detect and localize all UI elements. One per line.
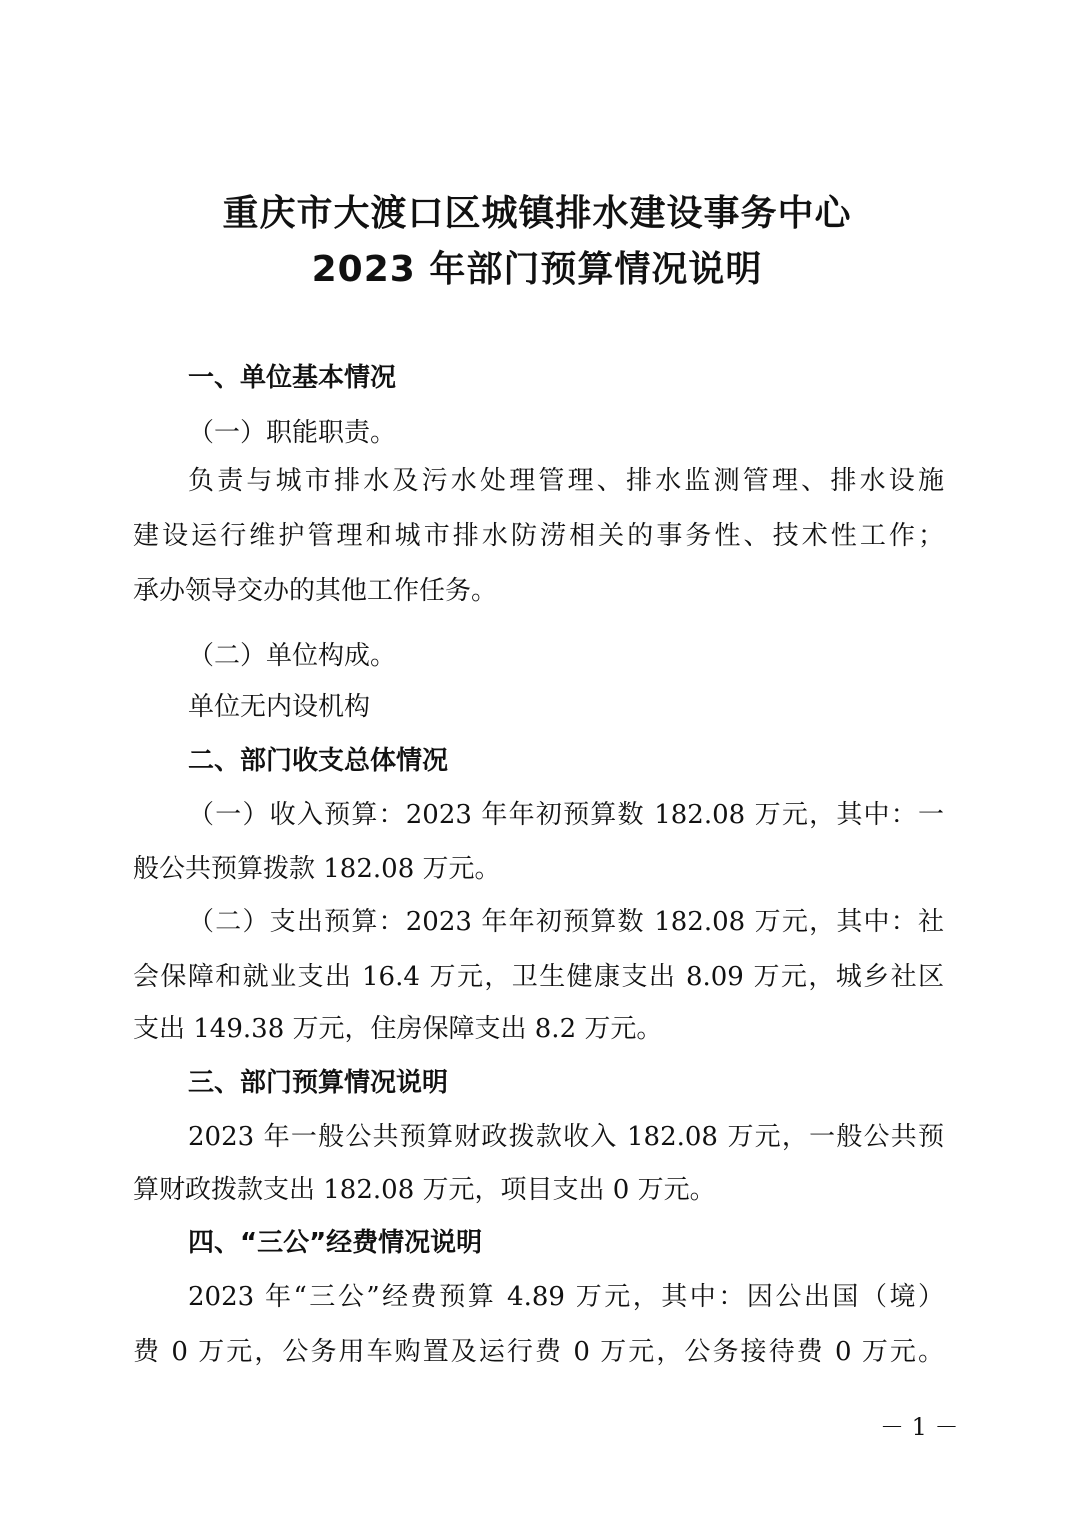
paragraph-line: 负责与城市排水及污水处理管理、排水监测管理、排水设施 (188, 466, 944, 496)
paragraph-line: 算财政拨款支出 182.08 万元，项目支出 0 万元。 (133, 1175, 716, 1205)
page-number: － 1 － (880, 1413, 959, 1441)
paragraph-line: 承办领导交办的其他工作任务。 (133, 576, 498, 606)
title-line-2: 2023 年部门预算情况说明 (311, 249, 763, 290)
paragraph-line: 支出 149.38 万元，住房保障支出 8.2 万元。 (133, 1014, 663, 1044)
subheading-composition: （二）单位构成。 (188, 641, 397, 671)
paragraph-line: 2023 年一般公共预算财政拨款收入 182.08 万元，一般公共预 (188, 1122, 944, 1152)
paragraph-line: 2023 年“三公”经费预算 4.89 万元，其中：因公出国（境） (188, 1282, 944, 1312)
paragraph-line: 建设运行维护管理和城市排水防涝相关的事务性、技术性工作； (133, 521, 944, 551)
paragraph-line: （二）支出预算：2023 年年初预算数 182.08 万元，其中：社 (188, 907, 944, 937)
paragraph-line: 会保障和就业支出 16.4 万元，卫生健康支出 8.09 万元，城乡社区 (133, 962, 944, 992)
section-heading-basic-info: 一、单位基本情况 (188, 363, 397, 393)
paragraph-line: （一）收入预算：2023 年年初预算数 182.08 万元，其中：一 (188, 800, 944, 830)
paragraph-line: 费 0 万元，公务用车购置及运行费 0 万元，公务接待费 0 万元。 (133, 1337, 944, 1367)
subheading-functions: （一）职能职责。 (188, 418, 397, 448)
section-heading-three-public: 四、“三公”经费情况说明 (188, 1228, 483, 1258)
section-heading-overall: 二、部门收支总体情况 (188, 746, 449, 776)
paragraph-line: 单位无内设机构 (188, 692, 371, 722)
title-line-1: 重庆市大渡口区城镇排水建设事务中心 (222, 193, 852, 234)
paragraph-line: 般公共预算拨款 182.08 万元。 (133, 854, 501, 884)
document-title (0, 186, 1074, 298)
section-heading-budget-explanation: 三、部门预算情况说明 (188, 1068, 449, 1098)
